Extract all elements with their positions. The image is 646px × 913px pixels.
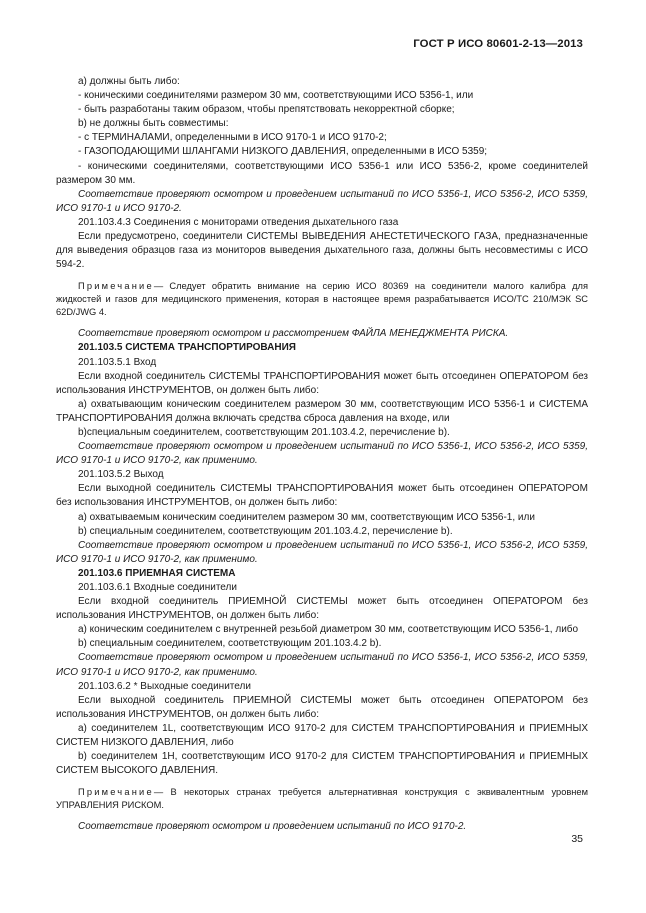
paragraph: Если предусмотрено, соединители СИСТЕМЫ ВЫВЕДЕНИЯ АНЕСТЕТИЧЕСКОГО ГАЗА, предназначенные для выведения образцов газа из мониторов выведения дыхательного газа, должны быть несовместимы с ИСО 594-2. [56,231,588,271]
list-item: - с ТЕРМИНАЛАМИ, определенными в ИСО 9170-1 и ИСО 9170-2; [78,132,387,144]
page-number: 35 [571,833,583,845]
note [56,280,588,319]
list-item: b) специальным соединителем, соответствующим 201.103.4.2, перечисление b). [78,525,453,537]
list-item: - ГАЗОПОДАЮЩИМИ ШЛАНГАМИ НИЗКОГО ДАВЛЕНИЯ, определенными в ИСО 5359; [78,146,488,158]
document-header: ГОСТ Р ИСО 80601-2-13—2013 [413,38,583,50]
compliance-statement: Соответствие проверяют осмотром и рассмотрением ФАЙЛА МЕНЕДЖМЕНТА РИСКА. [78,328,509,340]
paragraph: Если входной соединитель ПРИЕМНОЙ СИСТЕМЫ может быть отсоединен ОПЕРАТОРОМ без использования ИНСТРУМЕНТОВ, он должен быть либо: [56,596,588,622]
list-item: - коническими соединителями, соответствующими ИСО 5356-1 или ИСО 5356-2, кроме соединителей размером 30 мм. [56,160,588,186]
list-item: b) не должны быть совместимы: [78,118,229,130]
list-item: a) коническим соединителем с внутренней резьбой диаметром 30 мм, соответствующим ИСО 5356-1, либо [78,624,579,636]
paragraph: Если входной соединитель СИСТЕМЫ ТРАНСПОРТИРОВАНИЯ может быть отсоединен ОПЕРАТОРОМ без использования ИНСТРУМЕНТОВ, он должен быть либо: [56,370,588,396]
section-heading: 201.103.4.3 Соединения с мониторами отведения дыхательного газа [78,216,399,228]
compliance-statement: Соответствие проверяют осмотром и проведением испытаний по ИСО 5356-1, ИСО 5356-2, ИСО 5359, ИСО 9170-1 и ИСО 9170-2. [56,188,588,214]
paragraph: Если выходной соединитель ПРИЕМНОЙ СИСТЕМЫ может быть отсоединен ОПЕРАТОРОМ без использования ИНСТРУМЕНТОВ, он должен быть либо: [56,694,588,720]
compliance-statement: Соответствие проверяют осмотром и проведением испытаний по ИСО 9170-2. [78,821,467,833]
list-item: b) соединителем 1H, соответствующим ИСО 9170-2 для СИСТЕМ ТРАНСПОРТИРОВАНИЯ и ПРИЕМНЫХ СИСТЕМ ВЫСОКОГО ДАВЛЕНИЯ. [56,751,588,777]
subsection-heading: 201.103.6.1 Входные соединители [78,582,237,593]
list-item: b)специальным соединителем, соответствующим 201.103.4.2, перечисление b). [78,426,450,438]
list-item: - быть разработаны таким образом, чтобы препятствовать некорректной сборке; [78,104,455,116]
note-label: Примечание [78,281,154,292]
note-label: Примечание [78,787,154,798]
note-text: — В некоторых странах требуется альтернативная конструкция с эквивалентным уровнем УПРАВЛЕНИЯ РИСКОМ. [56,787,588,811]
list-item: - коническими соединителями размером 30 мм, соответствующими ИСО 5356-1, или [78,90,474,102]
list-item: b) специальным соединителем, соответствующим 201.103.4.2 b). [78,638,382,650]
section-heading: 201.103.6 ПРИЕМНАЯ СИСТЕМА [78,567,236,579]
subsection-heading: 201.103.6.2 * Выходные соединители [78,680,251,692]
note [56,786,588,812]
subsection-heading: 201.103.5.1 Вход [78,356,157,368]
compliance-statement: Соответствие проверяют осмотром и проведением испытаний по ИСО 5356-1, ИСО 5356-2, ИСО 5359, ИСО 9170-1 и ИСО 9170-2, как применимо. [56,652,588,678]
compliance-statement: Соответствие проверяют осмотром и проведением испытаний по ИСО 5356-1, ИСО 5356-2, ИСО 5359, ИСО 9170-1 и ИСО 9170-2, как применимо. [56,539,588,565]
list-item: a) должны быть либо: [78,76,180,87]
list-item: a) охватывающим коническим соединителем размером 30 мм, соответствующим ИСО 5356-1 и СИСТЕМА ТРАНСПОРТИРОВАНИЯ должна включать средства сброса давления на входе, или [56,398,588,424]
list-item: a) соединителем 1L, соответствующим ИСО 9170-2 для СИСТЕМ ТРАНСПОРТИРОВАНИЯ и ПРИЕМНЫХ СИСТЕМ НИЗКОГО ДАВЛЕНИЯ, либо [56,722,588,749]
list-item: a) охватываемым коническим соединителем размером 30 мм, соответствующим ИСО 5356-1, или [78,511,535,523]
subsection-heading: 201.103.5.2 Выход [78,469,164,481]
compliance-statement: Соответствие проверяют осмотром и проведением испытаний по ИСО 5356-1, ИСО 5356-2, ИСО 5359, ИСО 9170-1 и ИСО 9170-2, как применимо. [56,441,588,467]
paragraph: Если выходной соединитель СИСТЕМЫ ТРАНСПОРТИРОВАНИЯ может быть отсоединен ОПЕРАТОРОМ без использования ИНСТРУМЕНТОВ, он должен быть либо: [56,483,588,509]
section-heading: 201.103.5 СИСТЕМА ТРАНСПОРТИРОВАНИЯ [78,342,296,354]
document-body [56,75,588,834]
note-text: — Следует обратить внимание на серию ИСО 80369 на соединители малого калибра для жидкостей и газов для медицинского применения, которая в настоящее время разрабатывается ИСО/ТС 210/МЭК SC 62D/JWG 4. [56,281,588,318]
